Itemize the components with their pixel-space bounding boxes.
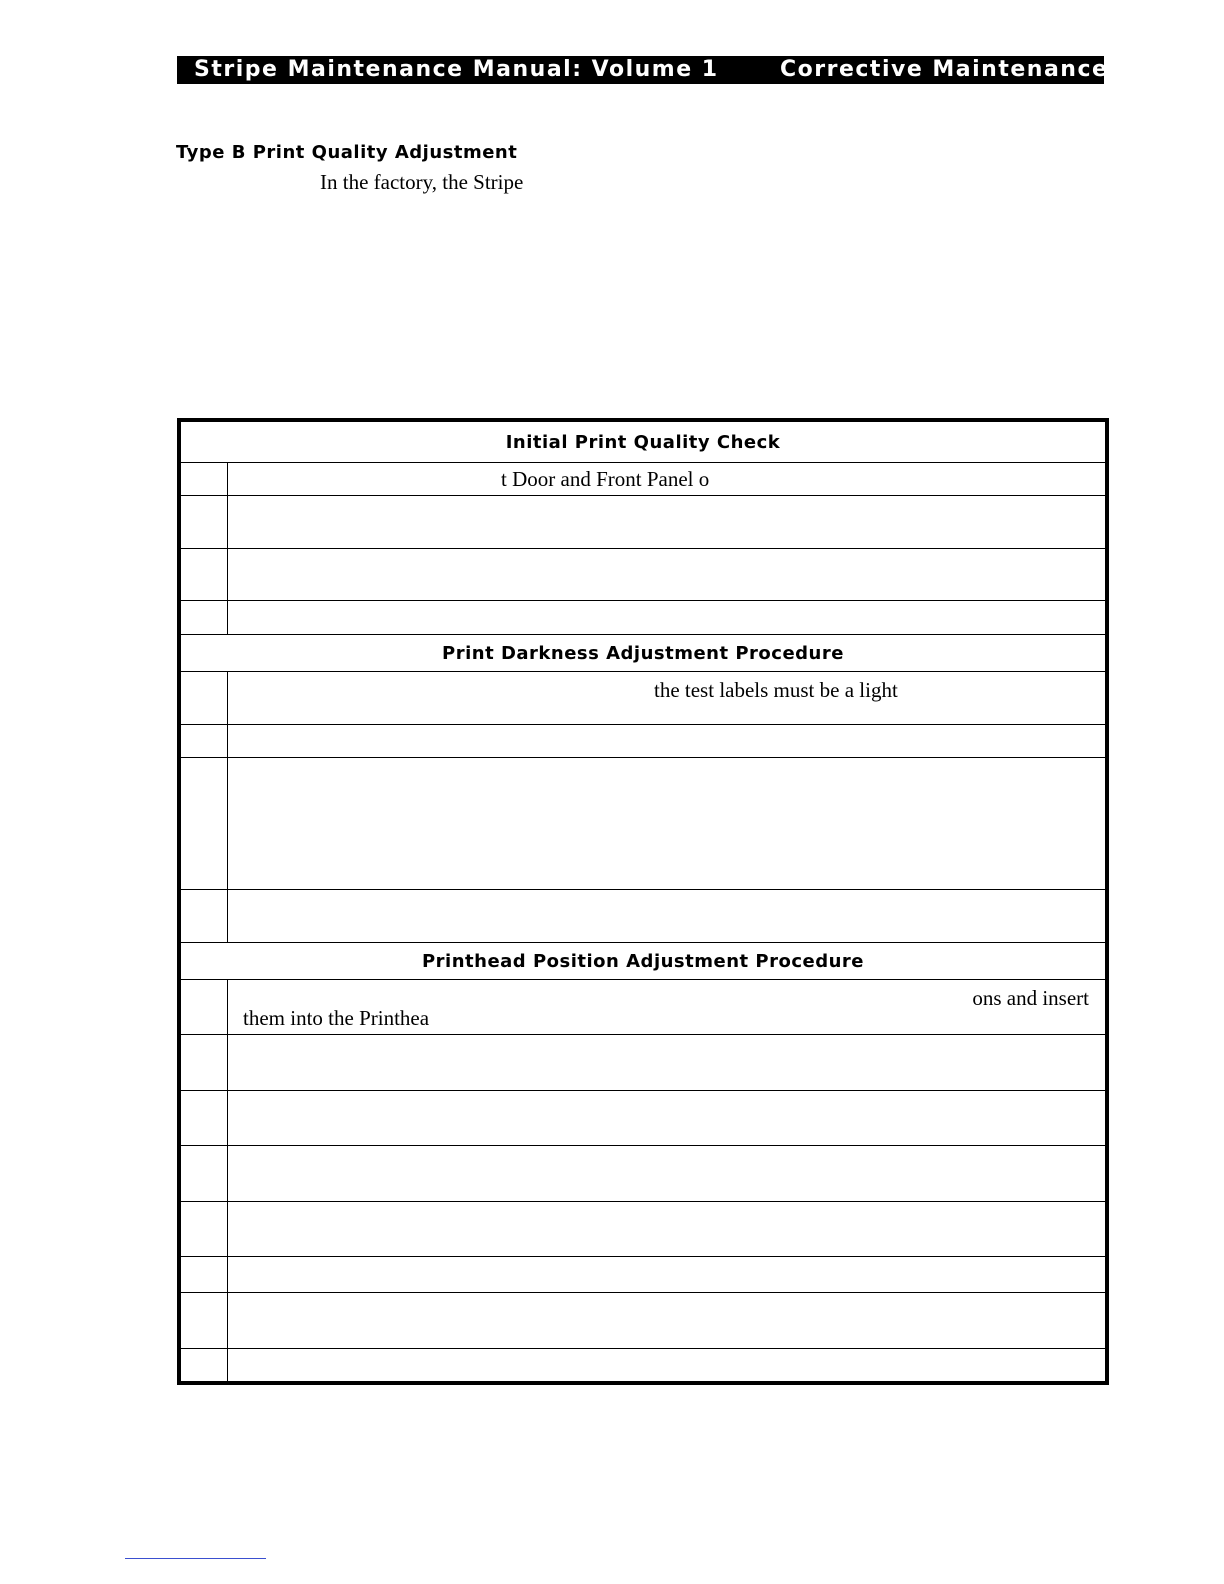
table-row [181, 1202, 1105, 1257]
table-row [181, 1091, 1105, 1146]
table-row [181, 1293, 1105, 1349]
step-text-cell [228, 1146, 1105, 1201]
step-text-cell [228, 1091, 1105, 1145]
step-text-cell [228, 1257, 1105, 1292]
step-number-cell [181, 1035, 228, 1090]
step-number-cell [181, 1349, 228, 1381]
table-row [181, 725, 1105, 758]
table-row [181, 1257, 1105, 1293]
step-text-line-2: them into the Printhea [243, 1006, 430, 1030]
step-number-cell [181, 496, 228, 548]
step-number-cell [181, 1146, 228, 1201]
table-row [181, 601, 1105, 635]
initial-check-heading: Initial Print Quality Check [505, 431, 781, 453]
table-row [181, 980, 1105, 1035]
step-number-cell [181, 549, 228, 600]
step-text: the test labels must be a light [654, 678, 898, 702]
step-text-cell [228, 890, 1105, 942]
darkness-heading-row [181, 635, 1105, 672]
table-row [181, 890, 1105, 943]
procedure-table [177, 418, 1109, 1385]
table-row [181, 1146, 1105, 1202]
step-text-cell [228, 758, 1105, 889]
step-number-cell [181, 725, 228, 757]
step-text-cell [228, 980, 1105, 1034]
chapter-title: Corrective Maintenance [780, 57, 1109, 82]
step-text-cell [228, 549, 1105, 600]
page-header-bar [177, 56, 1109, 84]
step-number-cell [181, 1293, 228, 1348]
step-number-cell [181, 890, 228, 942]
step-text-cell [228, 601, 1105, 634]
step-text-cell [228, 1293, 1105, 1348]
darkness-heading: Print Darkness Adjustment Procedure [442, 642, 844, 664]
table-row [181, 496, 1105, 549]
step-text-line-1: ons and insert [972, 986, 1089, 1010]
table-row [181, 672, 1105, 725]
intro-paragraph: In the factory, the Stripe [320, 170, 524, 194]
table-row [181, 549, 1105, 601]
initial-check-heading-row [181, 422, 1105, 463]
table-row [181, 1349, 1105, 1381]
step-number-cell [181, 1257, 228, 1292]
step-number-cell [181, 463, 228, 495]
table-row [181, 758, 1105, 890]
step-text-cell [228, 672, 1105, 724]
step-number-cell [181, 601, 228, 634]
step-text-cell [228, 463, 1105, 495]
step-text-cell [228, 496, 1105, 548]
footer-rule [125, 1558, 266, 1559]
table-row [181, 463, 1105, 496]
step-text-cell [228, 1202, 1105, 1256]
step-text-cell [228, 1349, 1105, 1381]
printhead-heading: Printhead Position Adjustment Procedure [421, 950, 864, 972]
step-number-cell [181, 980, 228, 1034]
step-number-cell [181, 1091, 228, 1145]
printhead-heading-row [181, 943, 1105, 980]
table-row [181, 1035, 1105, 1091]
step-number-cell [181, 1202, 228, 1256]
step-text-cell [228, 1035, 1105, 1090]
section-title: Type B Print Quality Adjustment [176, 142, 518, 163]
step-text: t Door and Front Panel o [501, 467, 710, 491]
step-number-cell [181, 758, 228, 889]
manual-title: Stripe Maintenance Manual: Volume 1 [194, 57, 719, 82]
step-text-cell [228, 725, 1105, 757]
step-number-cell [181, 672, 228, 724]
